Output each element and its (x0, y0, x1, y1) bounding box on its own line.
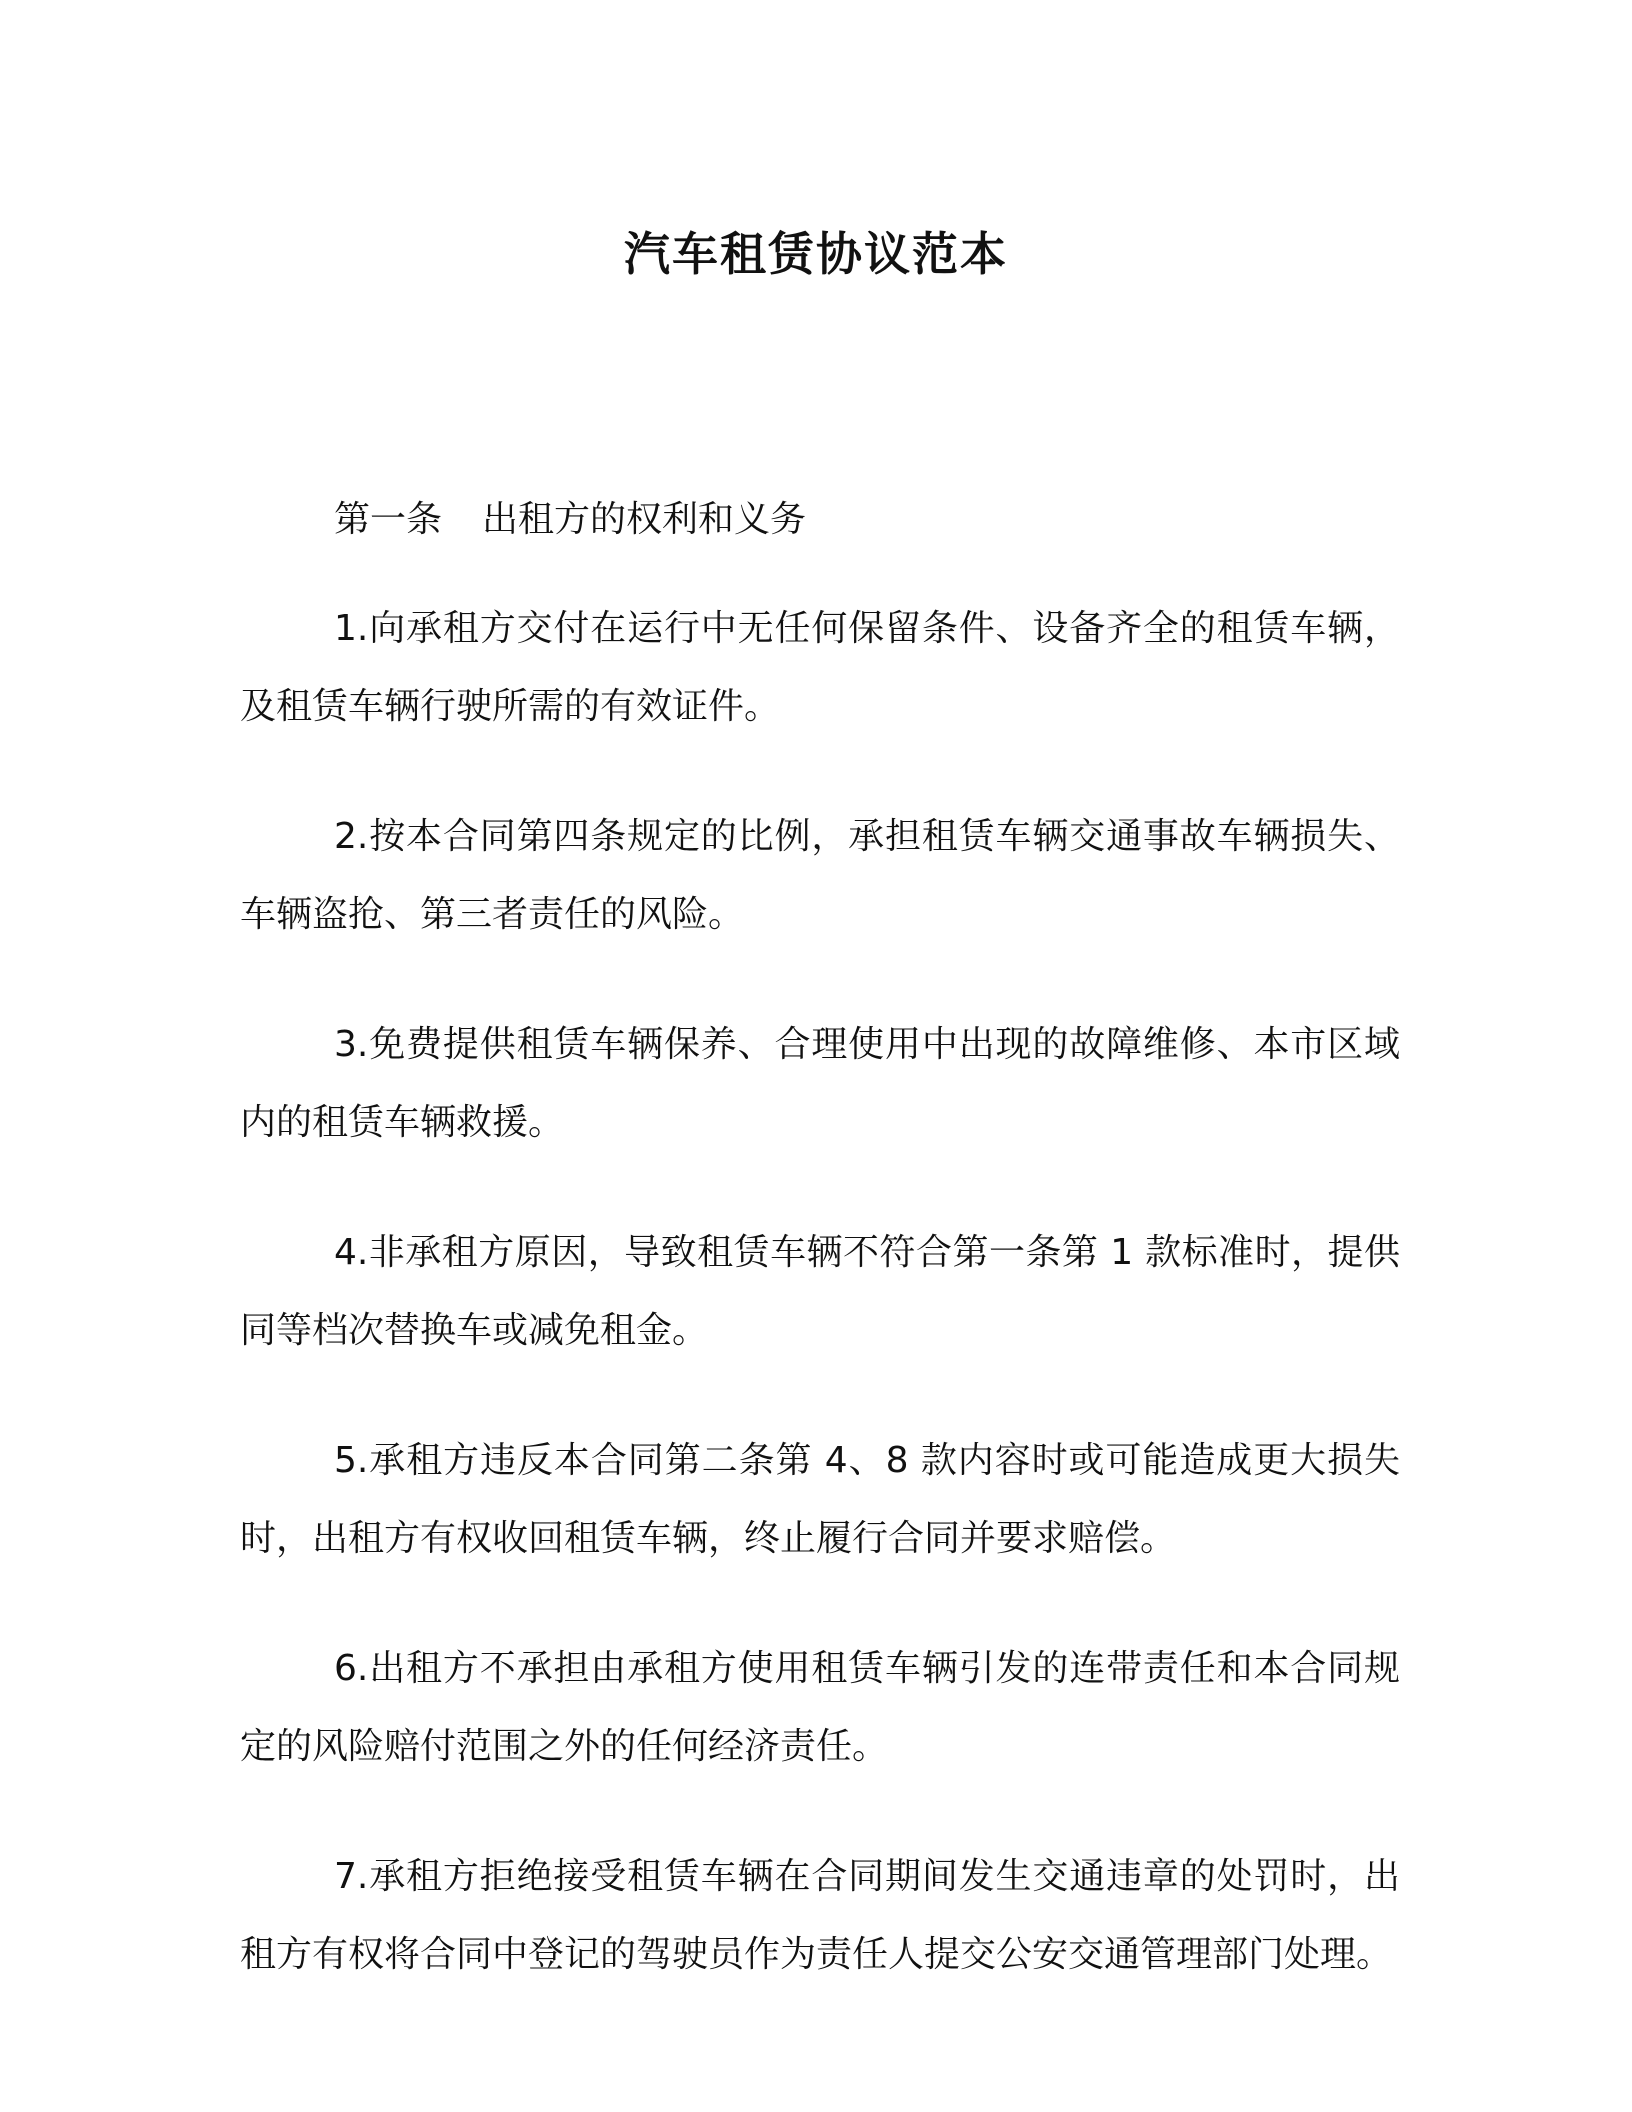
document-body (240, 490, 1400, 2046)
clause-1: 1.向承租方交付在运行中无任何保留条件、设备齐全的租赁车辆，及租赁车辆行驶所需的有效证件。 (240, 608, 1400, 727)
clause-3: 3.免费提供租赁车辆保养、合理使用中出现的故障维修、本市区域内的租赁车辆救援。 (240, 1024, 1400, 1143)
clause-7: 7.承租方拒绝接受租赁车辆在合同期间发生交通违章的处罚时，出租方有权将合同中登记的驾驶员作为责任人提交公安交通管理部门处理。 (240, 1856, 1400, 1975)
section-number: 第一条 (334, 499, 443, 540)
document-title: 汽车租赁协议范本 (624, 227, 1008, 281)
section-heading (240, 490, 1400, 550)
clause-4: 4.非承租方原因，导致租赁车辆不符合第一条第 1 款标准时，提供同等档次替换车或减免租金。 (240, 1232, 1400, 1351)
section-title: 出租方的权利和义务 (482, 499, 807, 540)
clause-6: 6.出租方不承担由承租方使用租赁车辆引发的连带责任和本合同规定的风险赔付范围之外的任何经济责任。 (240, 1648, 1400, 1767)
clause-2: 2.按本合同第四条规定的比例，承担租赁车辆交通事故车辆损失、车辆盗抢、第三者责任的风险。 (240, 816, 1400, 935)
clause-5: 5.承租方违反本合同第二条第 4、8 款内容时或可能造成更大损失时，出租方有权收回租赁车辆，终止履行合同并要求赔偿。 (240, 1440, 1400, 1559)
